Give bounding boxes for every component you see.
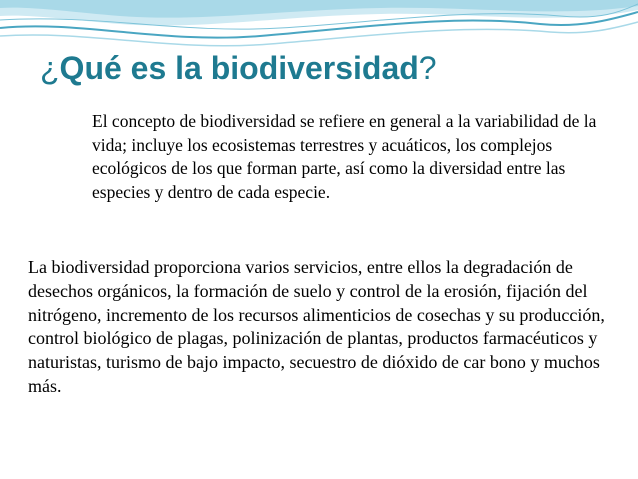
title-bold-text: Qué es la biodiversidad [59, 50, 419, 86]
definition-paragraph: El concepto de biodiversidad se refiere en general a la variabilidad de la vida; incluye los ecosistemas terrestres y acuáticos, los complejos ecológicos de los que forman parte, así como la diversidad entre las especies y dentro de cada especie. [92, 111, 597, 203]
title-suffix: ? [418, 50, 437, 86]
services-paragraph: La biodiversidad proporciona varios servicios, entre ellos la degradación de desechos orgánicos, la formación de suelo y control de la erosión, fijación del nitrógeno, incremento de los recursos alimenticios de cosechas y su producción, control biológico de plagas, polinización de plantas, productos farmacéuticos y naturistas, turismo de bajo impacto, secuestro de dióxido de car bono y muchos más. [28, 257, 605, 396]
slide-title [40, 50, 437, 87]
title-prefix: ¿ [40, 50, 60, 86]
